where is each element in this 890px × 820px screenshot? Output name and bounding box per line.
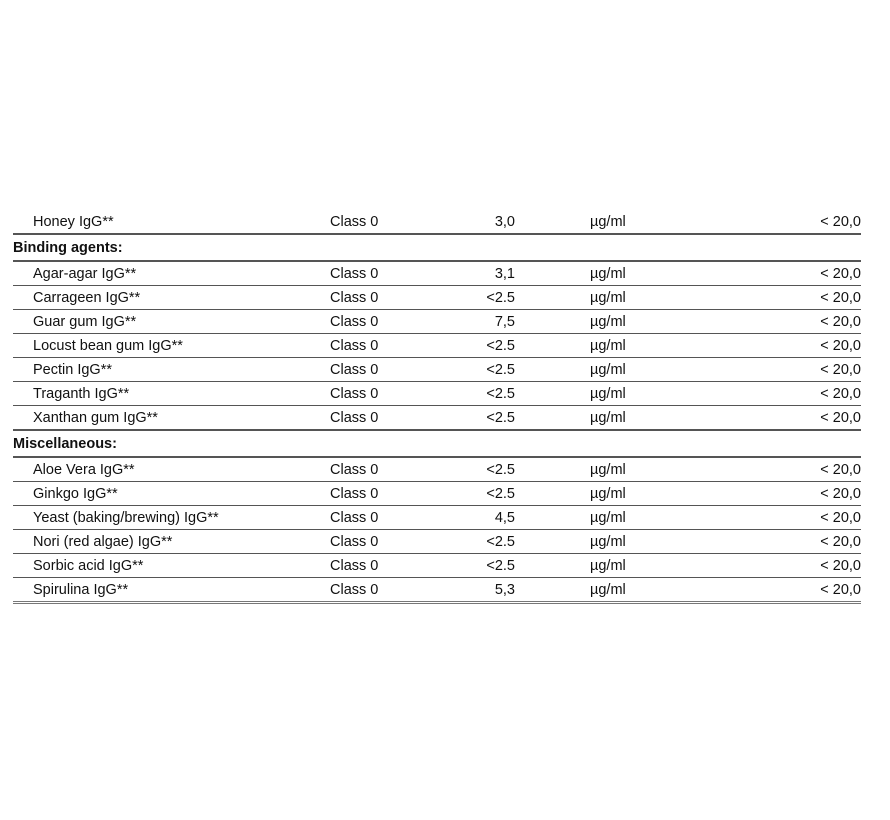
- reference-range: < 20,0: [820, 266, 861, 282]
- reference-range: < 20,0: [820, 314, 861, 330]
- result-row: [13, 458, 861, 482]
- result-class: Class 0: [330, 266, 379, 282]
- result-unit: µg/ml: [590, 410, 626, 426]
- result-value: <2.5: [486, 362, 515, 378]
- reference-range: < 20,0: [820, 558, 861, 574]
- allergen-name: Nori (red algae) IgG**: [33, 534, 173, 550]
- result-class: Class 0: [330, 410, 379, 426]
- reference-range: < 20,0: [820, 510, 861, 526]
- result-row: [13, 382, 861, 406]
- section-title: Miscellaneous:: [13, 436, 117, 452]
- section-header-binding-agents: [13, 235, 861, 262]
- section-title: Binding agents:: [13, 240, 123, 256]
- result-value: <2.5: [486, 534, 515, 550]
- allergen-name: Yeast (baking/brewing) IgG**: [33, 510, 219, 526]
- allergen-name: Carrageen IgG**: [33, 290, 141, 306]
- result-row: [13, 210, 861, 235]
- allergen-name: Spirulina IgG**: [33, 582, 129, 598]
- allergen-name: Traganth IgG**: [33, 386, 130, 402]
- result-row: [13, 406, 861, 431]
- result-value: 4,5: [494, 510, 515, 526]
- result-class: Class 0: [330, 558, 379, 574]
- reference-range: < 20,0: [820, 410, 861, 426]
- result-value: <2.5: [486, 558, 515, 574]
- result-row: [13, 530, 861, 554]
- result-class: Class 0: [330, 486, 379, 502]
- result-unit: µg/ml: [590, 362, 626, 378]
- result-row: [13, 262, 861, 286]
- result-value: 3,0: [494, 214, 515, 230]
- result-class: Class 0: [330, 534, 379, 550]
- result-row: [13, 286, 861, 310]
- reference-range: < 20,0: [820, 386, 861, 402]
- result-row: [13, 554, 861, 578]
- result-row: [13, 334, 861, 358]
- lab-results-table: [13, 210, 861, 604]
- result-unit: µg/ml: [590, 314, 626, 330]
- result-value: 3,1: [494, 266, 515, 282]
- result-row: [13, 506, 861, 530]
- result-unit: µg/ml: [590, 338, 626, 354]
- allergen-name: Xanthan gum IgG**: [33, 410, 158, 426]
- result-row: [13, 358, 861, 382]
- allergen-name: Pectin IgG**: [33, 362, 112, 378]
- result-value: 5,3: [494, 582, 515, 598]
- result-class: Class 0: [330, 362, 379, 378]
- result-value: 7,5: [494, 314, 515, 330]
- result-row: [13, 310, 861, 334]
- result-unit: µg/ml: [590, 462, 626, 478]
- allergen-name: Guar gum IgG**: [33, 314, 137, 330]
- result-value: <2.5: [486, 462, 515, 478]
- section-header-miscellaneous: [13, 431, 861, 458]
- allergen-name: Locust bean gum IgG**: [33, 338, 183, 354]
- result-row: [13, 482, 861, 506]
- result-row: [13, 578, 861, 604]
- result-unit: µg/ml: [590, 386, 626, 402]
- result-unit: µg/ml: [590, 290, 626, 306]
- result-value: <2.5: [486, 410, 515, 426]
- reference-range: < 20,0: [820, 290, 861, 306]
- reference-range: < 20,0: [820, 534, 861, 550]
- result-class: Class 0: [330, 510, 379, 526]
- result-unit: µg/ml: [590, 582, 626, 598]
- result-unit: µg/ml: [590, 534, 626, 550]
- allergen-name: Agar-agar IgG**: [33, 266, 137, 282]
- result-class: Class 0: [330, 386, 379, 402]
- result-value: <2.5: [486, 386, 515, 402]
- allergen-name: Honey IgG**: [33, 214, 114, 230]
- reference-range: < 20,0: [820, 338, 861, 354]
- result-value: <2.5: [486, 338, 515, 354]
- result-class: Class 0: [330, 338, 379, 354]
- allergen-name: Sorbic acid IgG**: [33, 558, 144, 574]
- result-unit: µg/ml: [590, 214, 626, 230]
- result-class: Class 0: [330, 462, 379, 478]
- allergen-name: Aloe Vera IgG**: [33, 462, 135, 478]
- result-unit: µg/ml: [590, 486, 626, 502]
- result-class: Class 0: [330, 214, 379, 230]
- result-class: Class 0: [330, 314, 379, 330]
- result-unit: µg/ml: [590, 266, 626, 282]
- result-unit: µg/ml: [590, 510, 626, 526]
- reference-range: < 20,0: [820, 486, 861, 502]
- result-value: <2.5: [486, 290, 515, 306]
- reference-range: < 20,0: [820, 214, 861, 230]
- reference-range: < 20,0: [820, 582, 861, 598]
- result-unit: µg/ml: [590, 558, 626, 574]
- allergen-name: Ginkgo IgG**: [33, 486, 118, 502]
- reference-range: < 20,0: [820, 462, 861, 478]
- result-class: Class 0: [330, 582, 379, 598]
- reference-range: < 20,0: [820, 362, 861, 378]
- result-class: Class 0: [330, 290, 379, 306]
- result-value: <2.5: [486, 486, 515, 502]
